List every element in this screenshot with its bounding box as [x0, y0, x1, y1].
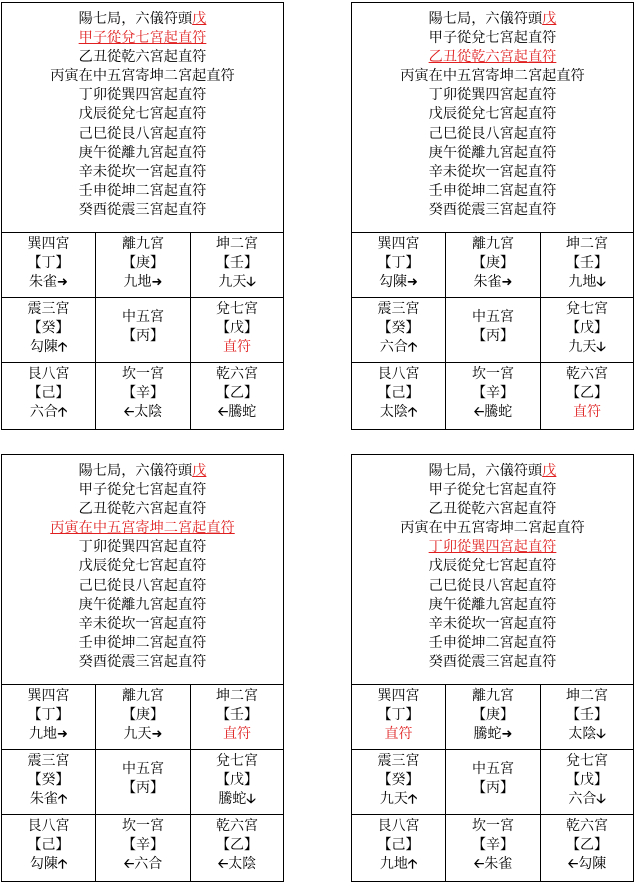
stem-label: 【丙】	[472, 328, 514, 344]
rule-list	[2, 3, 283, 233]
rule-line: 庚午從離九宮起直符	[428, 144, 557, 161]
spirit-name: 九天	[568, 339, 597, 355]
palace-name: 中五宮	[122, 309, 164, 325]
spirit-label	[191, 273, 283, 292]
rule-line: 甲子從兌七宮起直符	[428, 30, 557, 47]
spirit-label	[2, 725, 95, 744]
spirit-label	[96, 725, 190, 744]
stem-label: 【丙】	[122, 328, 164, 344]
rule-line: 丙寅在中五宮寄坤二宮起直符	[400, 520, 585, 537]
stem-label: 【己】	[27, 837, 70, 853]
stem-label: 【己】	[377, 837, 420, 853]
direction-arrow-icon: 🡡	[57, 405, 68, 420]
spirit-label	[446, 403, 540, 422]
direction-arrow-icon: ➜	[151, 727, 163, 742]
spirit-name: 太陰	[134, 404, 163, 420]
palace-cell	[352, 363, 446, 429]
spirit-label	[446, 273, 540, 292]
spirit-name: 九天	[123, 726, 152, 742]
rule-line: 甲子從兌七宮起直符	[78, 482, 207, 499]
palace-cell	[446, 685, 541, 750]
spirit-label	[352, 338, 445, 357]
spirit-label	[352, 855, 445, 874]
palace-grid	[2, 233, 283, 429]
palace-cell	[191, 363, 283, 429]
spirit-label	[191, 403, 283, 422]
palace-name: 中五宮	[472, 309, 514, 325]
header-prefix: 陽七局，六儀符頭	[428, 11, 543, 27]
palace-grid	[352, 233, 633, 429]
palace-cell	[541, 363, 633, 429]
stem-label: 【癸】	[27, 772, 70, 788]
rule-line: 戊辰從兌七宮起直符	[428, 558, 557, 575]
spirit-label	[191, 790, 283, 809]
spirit-label	[96, 273, 190, 292]
palace-name: 艮八宮	[377, 366, 420, 382]
spirit-label	[541, 273, 633, 292]
zhifu-star	[191, 725, 283, 744]
stem-label: 【辛】	[122, 385, 164, 401]
header-prefix: 陽七局，六儀符頭	[78, 11, 193, 27]
stem-label: 【辛】	[122, 837, 164, 853]
spirit-label	[2, 855, 95, 874]
palace-name: 坤二宮	[216, 688, 258, 704]
palace-name: 坤二宮	[216, 236, 258, 252]
stem-label: 【己】	[377, 385, 420, 401]
direction-arrow-icon: 🡣	[246, 275, 256, 290]
palace-name: 離九宮	[122, 688, 164, 704]
stem-label: 【戊】	[566, 772, 608, 788]
palace-cell	[446, 233, 541, 298]
palace-name: 兌七宮	[566, 301, 608, 317]
palace-cell	[96, 298, 191, 363]
direction-arrow-icon: 🡠	[217, 405, 229, 420]
stem-label: 【戊】	[566, 320, 608, 336]
palace-cell	[541, 233, 633, 298]
palace-cell	[446, 363, 541, 429]
header-mark: 戊	[542, 463, 557, 479]
palace-grid	[2, 685, 283, 881]
palace-name: 離九宮	[472, 688, 514, 704]
stem-label: 【乙】	[216, 385, 258, 401]
rule-list	[352, 3, 633, 233]
rule-line-highlighted: 丙寅在中五宮寄坤二宮起直符	[50, 520, 235, 537]
palace-name: 艮八宮	[27, 818, 70, 834]
spirit-name: 太陰	[379, 404, 408, 420]
spirit-label	[541, 725, 633, 744]
palace-name: 中五宮	[122, 761, 164, 777]
palace-cell	[96, 363, 191, 429]
spirit-name: 朱雀	[473, 274, 502, 290]
palace-name: 坤二宮	[566, 236, 608, 252]
rule-line: 庚午從離九宮起直符	[78, 596, 207, 613]
direction-arrow-icon: 🡣	[596, 727, 606, 742]
spirit-name: 六合	[568, 791, 597, 807]
palace-name: 坤二宮	[566, 688, 608, 704]
palace-cell	[191, 815, 283, 881]
spirit-name: 六合	[134, 856, 163, 872]
palace-cell	[541, 815, 633, 881]
header-line	[2, 10, 283, 29]
palace-cell	[352, 233, 446, 298]
stem-label: 【癸】	[377, 320, 420, 336]
palace-name: 巽四宮	[27, 688, 70, 704]
spirit-name: 騰蛇	[484, 404, 513, 420]
spirit-label	[191, 855, 283, 874]
spirit-name: 直符	[223, 726, 251, 742]
rule-line: 癸酉從震三宮起直符	[428, 653, 557, 670]
palace-name: 巽四宮	[377, 236, 420, 252]
palace-name: 巽四宮	[27, 236, 70, 252]
palace-cell	[96, 815, 191, 881]
stem-label: 【丙】	[472, 780, 514, 796]
spirit-label	[446, 855, 540, 874]
spirit-name: 九天	[379, 791, 408, 807]
direction-arrow-icon: ➜	[151, 275, 163, 290]
spirit-label	[541, 790, 633, 809]
zhifu-star	[541, 403, 633, 422]
palace-cell	[191, 298, 283, 363]
stem-label: 【壬】	[566, 255, 608, 271]
spirit-name: 朱雀	[29, 791, 58, 807]
rule-line: 壬申從坤二宮起直符	[78, 634, 207, 651]
panel-1	[1, 2, 284, 430]
palace-name: 乾六宮	[566, 366, 608, 382]
spirit-label	[96, 855, 190, 874]
spirit-name: 朱雀	[484, 856, 513, 872]
direction-arrow-icon: ➜	[57, 727, 68, 742]
rule-line: 己巳從艮八宮起直符	[428, 125, 557, 142]
spirit-name: 直符	[384, 726, 413, 742]
spirit-name: 九地	[568, 274, 597, 290]
rule-line: 乙丑從乾六宮起直符	[78, 501, 207, 518]
palace-cell	[352, 685, 446, 750]
stem-label: 【丁】	[377, 707, 420, 723]
header-prefix: 陽七局，六儀符頭	[428, 463, 543, 479]
stem-label: 【丁】	[27, 255, 70, 271]
spirit-label	[2, 403, 95, 422]
direction-arrow-icon: 🡡	[57, 857, 68, 872]
panel-2	[351, 2, 634, 430]
palace-cell	[96, 750, 191, 815]
rule-line: 辛未從坎一宮起直符	[428, 163, 557, 180]
palace-name: 乾六宮	[216, 366, 258, 382]
palace-cell	[191, 750, 283, 815]
palace-cell	[541, 685, 633, 750]
spirit-label	[352, 790, 445, 809]
spirit-name: 勾陳	[379, 274, 408, 290]
header-line	[2, 462, 283, 481]
rule-line: 壬申從坤二宮起直符	[78, 182, 207, 199]
direction-arrow-icon: ➜	[57, 275, 68, 290]
palace-name: 離九宮	[122, 236, 164, 252]
header-line	[352, 10, 633, 29]
stem-label: 【己】	[27, 385, 70, 401]
rule-line: 庚午從離九宮起直符	[78, 144, 207, 161]
rule-list	[352, 455, 633, 685]
rule-line: 辛未從坎一宮起直符	[428, 615, 557, 632]
palace-name: 震三宮	[377, 301, 420, 317]
palace-name: 中五宮	[472, 761, 514, 777]
direction-arrow-icon: 🡣	[246, 792, 256, 807]
stem-label: 【戊】	[216, 320, 258, 336]
palace-cell	[446, 750, 541, 815]
spirit-label	[541, 338, 633, 357]
spirit-name: 九天	[218, 274, 247, 290]
palace-name: 坎一宮	[122, 818, 164, 834]
direction-arrow-icon: 🡡	[407, 857, 418, 872]
direction-arrow-icon: 🡠	[473, 857, 485, 872]
palace-cell	[2, 750, 96, 815]
stem-label: 【癸】	[377, 772, 420, 788]
direction-arrow-icon: 🡡	[57, 792, 68, 807]
direction-arrow-icon: 🡠	[567, 857, 579, 872]
rule-line: 壬申從坤二宮起直符	[428, 634, 557, 651]
stem-label: 【丁】	[377, 255, 420, 271]
stem-label: 【丁】	[27, 707, 70, 723]
rule-line: 己巳從艮八宮起直符	[78, 125, 207, 142]
panel-4	[351, 454, 634, 882]
rule-line: 癸酉從震三宮起直符	[428, 201, 557, 218]
header-mark: 戊	[192, 11, 207, 27]
palace-name: 坎一宮	[472, 818, 514, 834]
rule-line: 甲子從兌七宮起直符	[428, 482, 557, 499]
palace-cell	[446, 298, 541, 363]
direction-arrow-icon: 🡡	[407, 340, 418, 355]
stem-label: 【壬】	[216, 707, 258, 723]
spirit-label	[2, 338, 95, 357]
rule-line: 戊辰從兌七宮起直符	[428, 106, 557, 123]
rule-line: 戊辰從兌七宮起直符	[78, 558, 207, 575]
palace-cell	[2, 685, 96, 750]
rule-line: 癸酉從震三宮起直符	[78, 653, 207, 670]
direction-arrow-icon: 🡣	[596, 792, 606, 807]
spirit-name: 直符	[223, 339, 251, 355]
palace-cell	[96, 233, 191, 298]
header-mark: 戊	[192, 463, 207, 479]
spirit-name: 直符	[573, 404, 601, 420]
spirit-name: 九地	[379, 856, 408, 872]
rule-line: 乙丑從乾六宮起直符	[78, 49, 207, 66]
spirit-name: 勾陳	[29, 856, 58, 872]
spirit-name: 騰蛇	[218, 791, 247, 807]
rule-line-highlighted: 丁卯從巽四宮起直符	[428, 539, 557, 556]
spirit-name: 騰蛇	[473, 726, 502, 742]
stem-label: 【辛】	[472, 385, 514, 401]
rule-line-highlighted: 甲子從兌七宮起直符	[78, 30, 207, 47]
spirit-label	[446, 725, 540, 744]
direction-arrow-icon: 🡣	[596, 340, 606, 355]
palace-cell	[96, 685, 191, 750]
palace-cell	[541, 750, 633, 815]
direction-arrow-icon: 🡠	[217, 857, 229, 872]
rule-line: 戊辰從兌七宮起直符	[78, 106, 207, 123]
direction-arrow-icon: 🡣	[596, 275, 606, 290]
rule-line: 辛未從坎一宮起直符	[78, 163, 207, 180]
palace-cell	[2, 298, 96, 363]
zhifu-star	[191, 338, 283, 357]
direction-arrow-icon: 🡠	[473, 405, 485, 420]
header-prefix: 陽七局，六儀符頭	[78, 463, 193, 479]
palace-name: 兌七宮	[566, 753, 608, 769]
spirit-name: 六合	[379, 339, 408, 355]
spirit-label	[352, 403, 445, 422]
rule-line: 辛未從坎一宮起直符	[78, 615, 207, 632]
direction-arrow-icon: 🡠	[123, 405, 135, 420]
direction-arrow-icon: ➜	[501, 275, 513, 290]
palace-name: 巽四宮	[377, 688, 420, 704]
stem-label: 【庚】	[472, 707, 514, 723]
rule-line: 癸酉從震三宮起直符	[78, 201, 207, 218]
rule-line: 壬申從坤二宮起直符	[428, 182, 557, 199]
rule-line: 庚午從離九宮起直符	[428, 596, 557, 613]
palace-name: 艮八宮	[27, 366, 70, 382]
palace-cell	[2, 233, 96, 298]
stem-label: 【壬】	[566, 707, 608, 723]
rule-line: 丙寅在中五宮寄坤二宮起直符	[400, 68, 585, 85]
spirit-label	[541, 855, 633, 874]
spirit-name: 勾陳	[29, 339, 58, 355]
palace-name: 震三宮	[27, 301, 70, 317]
palace-name: 艮八宮	[377, 818, 420, 834]
spirit-name: 太陰	[228, 856, 257, 872]
spirit-label	[2, 273, 95, 292]
palace-cell	[2, 363, 96, 429]
rule-line: 丁卯從巽四宮起直符	[428, 87, 557, 104]
palace-name: 兌七宮	[216, 301, 258, 317]
palace-cell	[191, 685, 283, 750]
rule-list	[2, 455, 283, 685]
direction-arrow-icon: 🡡	[57, 340, 68, 355]
palace-name: 坎一宮	[122, 366, 164, 382]
rule-line: 丁卯從巽四宮起直符	[78, 539, 207, 556]
stem-label: 【癸】	[27, 320, 70, 336]
palace-name: 離九宮	[472, 236, 514, 252]
rule-line: 丁卯從巽四宮起直符	[78, 87, 207, 104]
direction-arrow-icon: 🡡	[407, 792, 418, 807]
spirit-label	[352, 273, 445, 292]
spirit-name: 九地	[123, 274, 152, 290]
spirit-name: 九地	[29, 726, 58, 742]
palace-name: 震三宮	[377, 753, 420, 769]
stem-label: 【丙】	[122, 780, 164, 796]
stem-label: 【乙】	[216, 837, 258, 853]
panel-3	[1, 454, 284, 882]
palace-grid	[352, 685, 633, 881]
palace-cell	[191, 233, 283, 298]
rule-line: 己巳從艮八宮起直符	[78, 577, 207, 594]
spirit-name: 朱雀	[29, 274, 58, 290]
rule-line: 己巳從艮八宮起直符	[428, 577, 557, 594]
stem-label: 【乙】	[566, 385, 608, 401]
palace-name: 乾六宮	[216, 818, 258, 834]
palace-name: 坎一宮	[472, 366, 514, 382]
header-mark: 戊	[542, 11, 557, 27]
palace-cell	[352, 750, 446, 815]
palace-name: 乾六宮	[566, 818, 608, 834]
stem-label: 【庚】	[122, 255, 164, 271]
stem-label: 【壬】	[216, 255, 258, 271]
palace-cell	[446, 815, 541, 881]
direction-arrow-icon: ➜	[501, 727, 513, 742]
palace-cell	[2, 815, 96, 881]
rule-line: 乙丑從乾六宮起直符	[428, 501, 557, 518]
spirit-name: 太陰	[568, 726, 597, 742]
stem-label: 【乙】	[566, 837, 608, 853]
direction-arrow-icon: 🡠	[123, 857, 135, 872]
rule-line-highlighted: 乙丑從乾六宮起直符	[428, 49, 557, 66]
header-line	[352, 462, 633, 481]
stem-label: 【庚】	[122, 707, 164, 723]
palace-cell	[352, 298, 446, 363]
spirit-name: 勾陳	[578, 856, 607, 872]
palace-name: 兌七宮	[216, 753, 258, 769]
stem-label: 【辛】	[472, 837, 514, 853]
spirit-name: 騰蛇	[228, 404, 257, 420]
direction-arrow-icon: ➜	[407, 275, 418, 290]
zhifu-star	[352, 725, 445, 744]
direction-arrow-icon: 🡡	[407, 405, 418, 420]
spirit-name: 六合	[29, 404, 58, 420]
rule-line: 丙寅在中五宮寄坤二宮起直符	[50, 68, 235, 85]
palace-cell	[541, 298, 633, 363]
stem-label: 【戊】	[216, 772, 258, 788]
spirit-label	[96, 403, 190, 422]
palace-name: 震三宮	[27, 753, 70, 769]
palace-cell	[352, 815, 446, 881]
stem-label: 【庚】	[472, 255, 514, 271]
spirit-label	[2, 790, 95, 809]
